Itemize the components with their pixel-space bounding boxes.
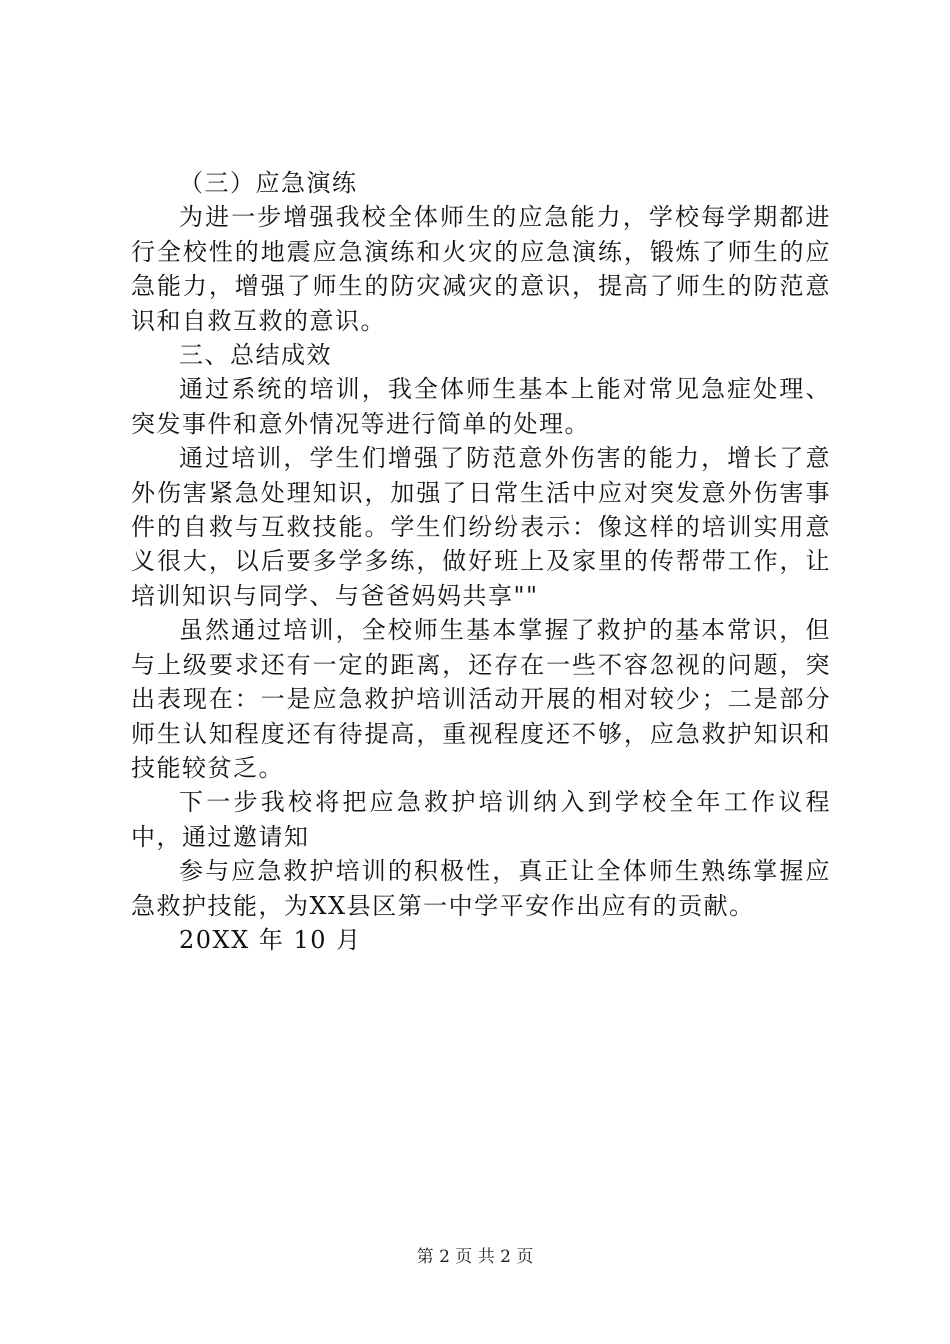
paragraph-drill-description: 为进一步增强我校全体师生的应急能力，学校每学期都进行全校性的地震应急演练和火灾的应急演练，锻炼了师生的应急能力，增强了师生的防灾减灾的意识，提高了师生的防范意识和自救互救的意识。 xyxy=(131,203,831,335)
paragraph-training-result: 通过系统的培训，我全体师生基本上能对常见急症处理、突发事件和意外情况等进行简单的处理。 xyxy=(131,375,831,438)
paragraph-problems: 虽然通过培训，全校师生基本掌握了救护的基本常识，但与上级要求还有一定的距离，还存在一些不容忽视的问题，突出表现在：一是应急救护培训活动开展的相对较少；二是部分师生认知程度还有待提高，重视程度还不够，应急救护知识和技能较贫乏。 xyxy=(131,616,831,782)
page-footer: 第 2 页 共 2 页 xyxy=(416,1247,534,1267)
paragraph-student-feedback: 通过培训，学生们增强了防范意外伤害的能力，增长了意外伤害紧急处理知识，加强了日常生活中应对突发意外伤害事件的自救与互救技能。学生们纷纷表示：像这样的培训实用意义很大，以后要多学多练，做好班上及家里的传帮带工作，让培训知识与同学、与爸爸妈妈共享"" xyxy=(131,444,831,610)
section-heading-emergency-drill: （三）应急演练 xyxy=(179,169,358,197)
paragraph-participation: 参与应急救护培训的积极性，真正让全体师生熟练掌握应急救护技能，为XX县区第一中学平安作出应有的贡献。 xyxy=(131,857,831,920)
document-body xyxy=(131,166,831,957)
document-date: 20XX 年 10 月 xyxy=(179,925,362,954)
paragraph-next-step: 下一步我校将把应急救护培训纳入到学校全年工作议程中，通过邀请知 xyxy=(131,788,831,851)
section-heading-summary: 三、总结成效 xyxy=(179,341,332,370)
